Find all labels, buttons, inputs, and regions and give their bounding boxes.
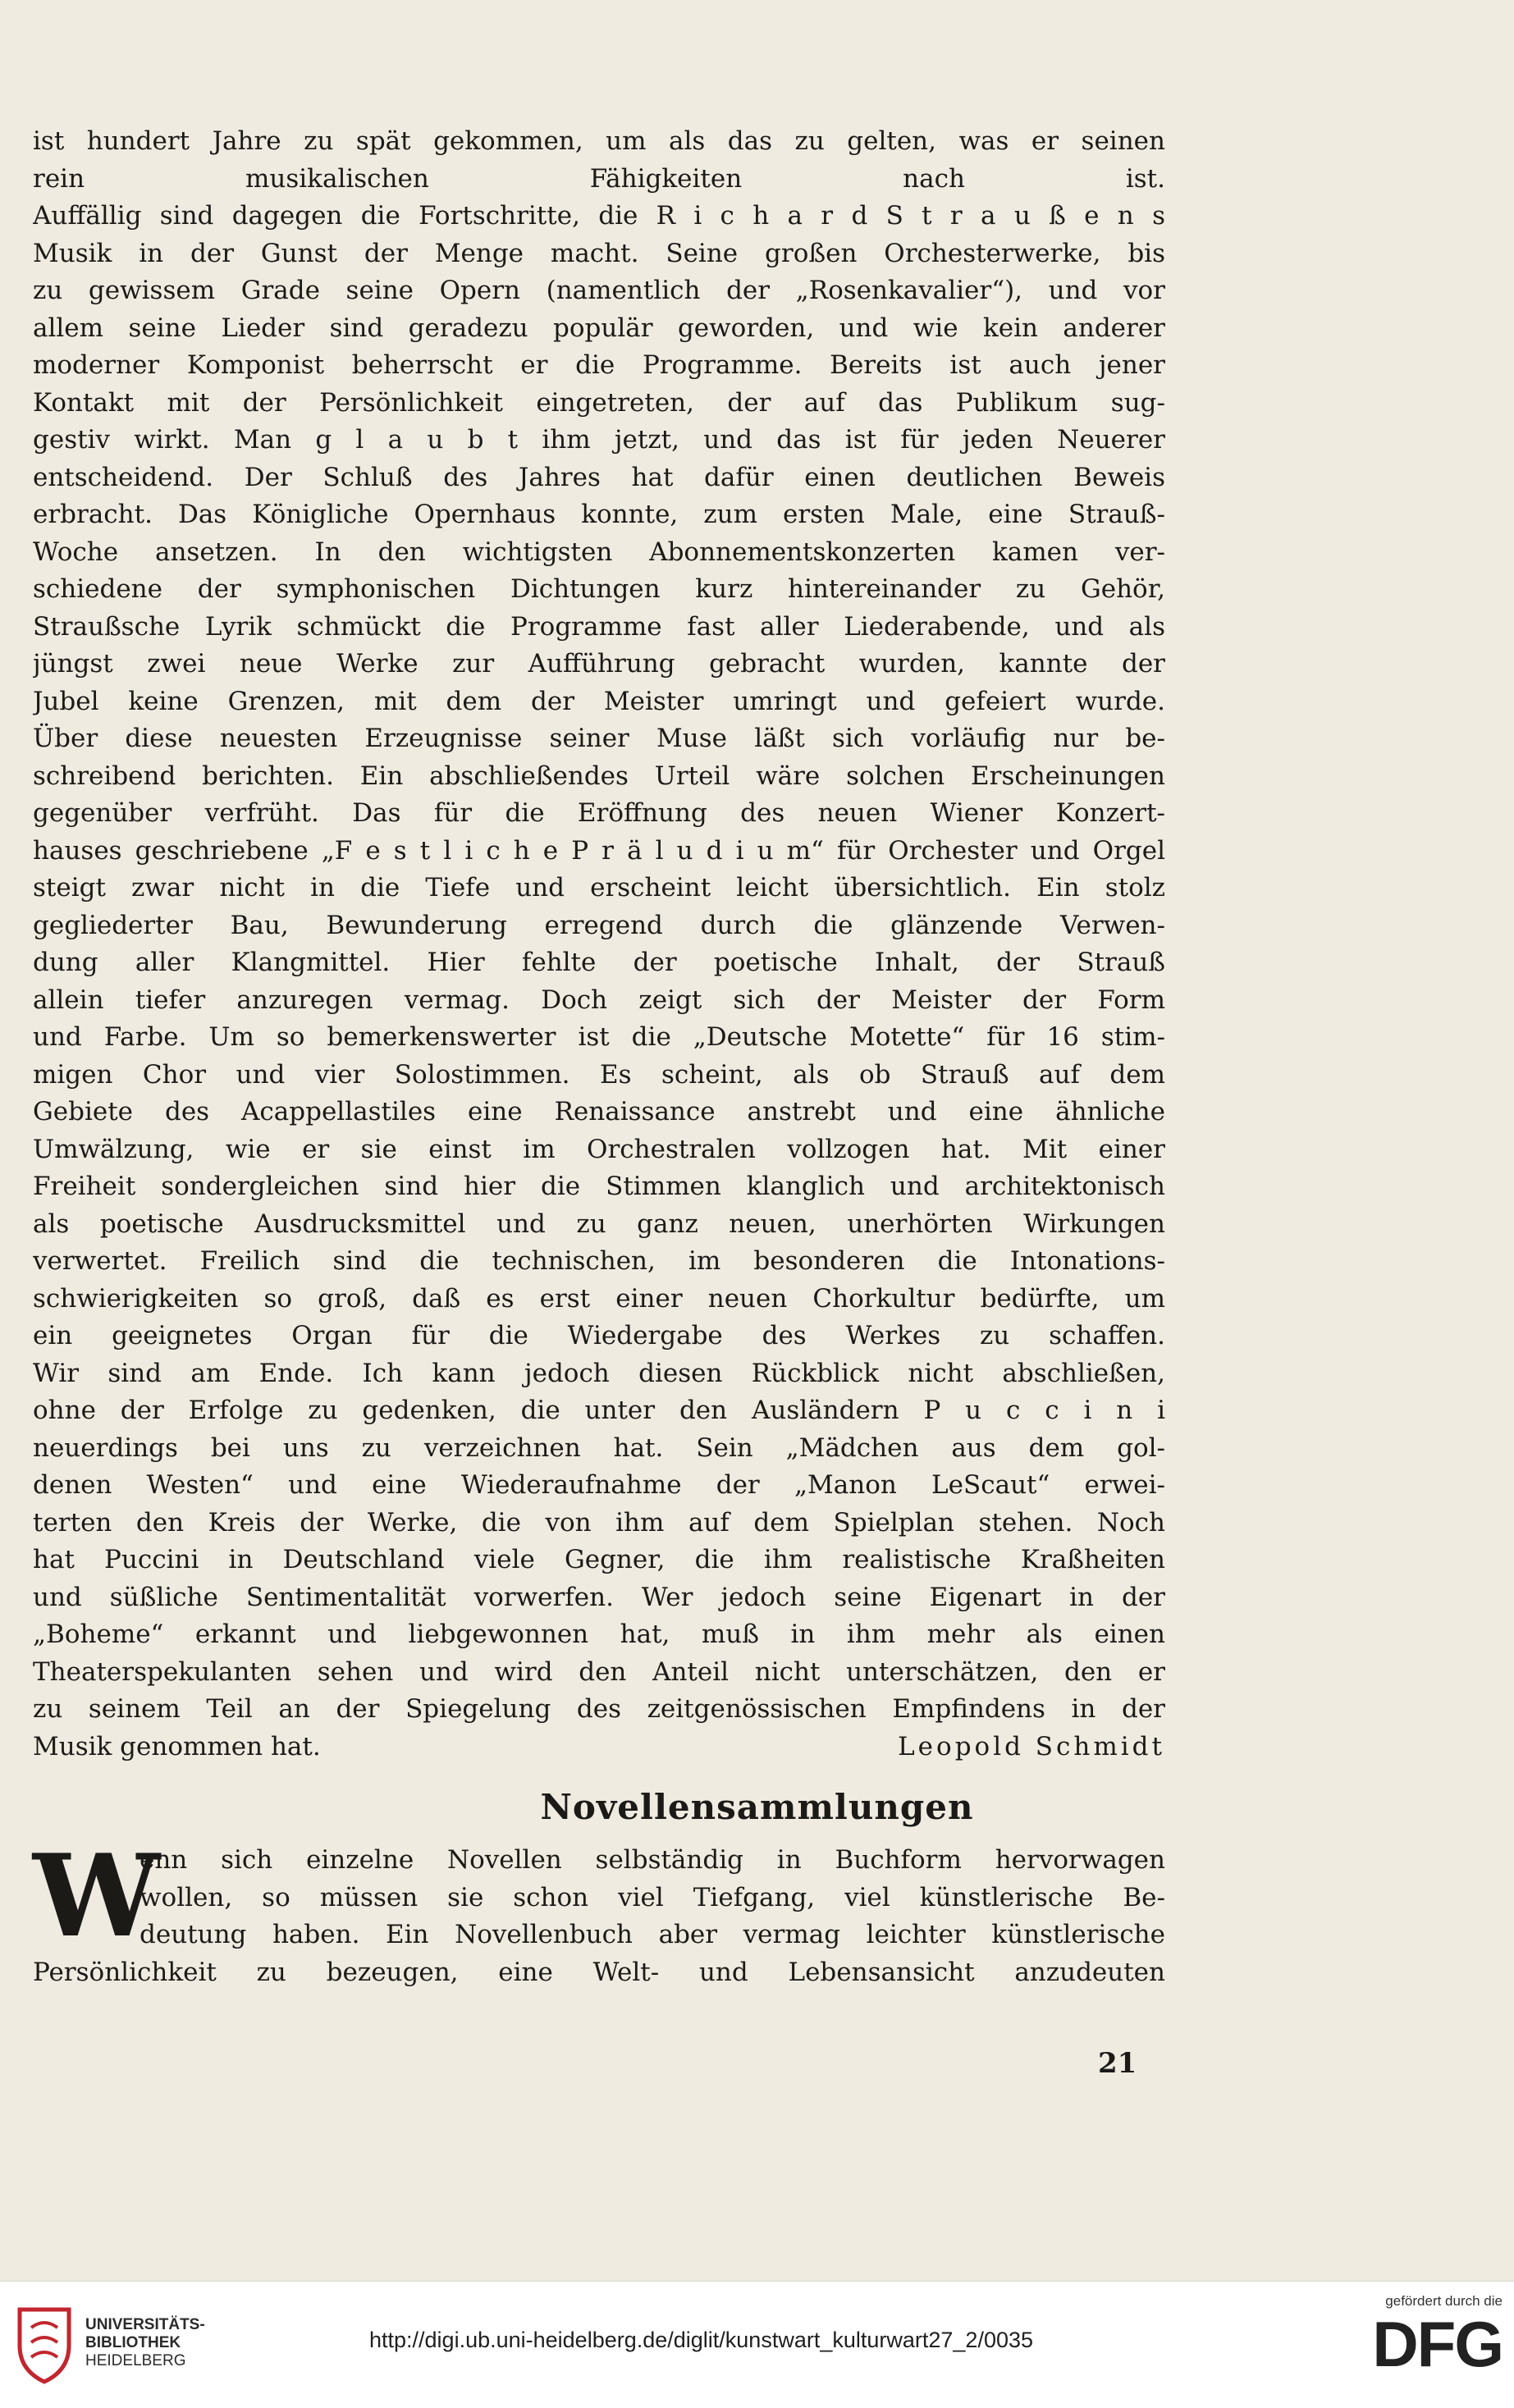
viewer-footer <box>0 2281 1514 2408</box>
text-line: moderner Komponist beherrscht er die Programme. Bereits ist auch jener <box>33 350 1165 380</box>
text-line: als poetische Ausdrucksmittel und zu ganz neuen, unerhörten Wirkungen <box>33 1209 1165 1239</box>
text-line: ist hundert Jahre zu spät gekommen, um als das zu gelten, was er seinen <box>33 126 1165 156</box>
text-line: Theaterspekulanten sehen und wird den Anteil nicht unterschätzen, den er <box>33 1656 1165 1687</box>
text-line: und Farbe. Um so bemerkenswerter ist die „Deutsche Motette“ für 16 stim- <box>33 1022 1165 1052</box>
text-line: Umwälzung, wie er sie einst im Orchestralen vollzogen hat. Mit einer <box>33 1134 1165 1164</box>
text-line: steigt zwar nicht in die Tiefe und erscheint leicht übersichtlich. Ein stolz <box>33 873 1165 902</box>
section-line: enn sich einzelne Novellen selbständig in Buchform hervorwagen <box>140 1845 1165 1875</box>
text-line: gegliederter Bau, Bewunderung erregend durch die glänzende Verwen- <box>33 910 1165 940</box>
text-line: dung aller Klangmittel. Hier fehlte der poetische Inhalt, der Strauß <box>33 948 1165 977</box>
text-line: zu seinem Teil an der Spiegelung des zeitgenössischen Empfindens in der <box>33 1694 1165 1724</box>
text-line: denen Westen“ und eine Wiederaufnahme der „Manon LeScaut“ erwei- <box>33 1470 1165 1500</box>
text-line: schreibend berichten. Ein abschließendes Urteil wäre solchen Erscheinungen <box>33 761 1165 791</box>
university-seal-icon <box>13 2303 75 2385</box>
text-line: ohne der Erfolge zu gedenken, die unter den Ausländern P u c c i n i <box>33 1396 1165 1425</box>
text-line: gestiv wirkt. Man g l a u b t ihm jetzt, und das ist für jeden Neuerer <box>33 425 1165 455</box>
text-line: schiedene der symphonischen Dichtungen kurz hintereinander zu Gehör, <box>33 574 1165 604</box>
permalink-url[interactable]: http://digi.ub.uni-heidelberg.de/diglit/kunstwart_kulturwart27_2/0035 <box>369 2328 1034 2352</box>
text-line: erbracht. Das Königliche Opernhaus konnte, zum ersten Male, eine Strauß- <box>33 500 1165 529</box>
dfg-logo[interactable] <box>1338 2293 1503 2378</box>
section-line: wollen, so müssen sie schon viel Tiefgang, viel künstlerische Be- <box>140 1882 1165 1912</box>
text-line: Freiheit sondergleichen sind hier die Stimmen klanglich und architektonisch <box>33 1172 1165 1201</box>
text-line: Wir sind am Ende. Ich kann jedoch diesen Rückblick nicht abschließen, <box>33 1358 1165 1388</box>
text-line: rein musikalischen Fähigkeiten nach ist. <box>33 163 1165 194</box>
text-line: Kontakt mit der Persönlichkeit eingetreten, der auf das Publikum sug- <box>33 387 1165 418</box>
library-name <box>85 2316 205 2370</box>
drop-cap: W <box>33 1829 160 1962</box>
text-line: Woche ansetzen. In den wichtigsten Abonnementskonzerten kamen ver- <box>33 537 1165 567</box>
article-text <box>33 123 1165 1766</box>
text-line: allein tiefer anzuregen vermag. Doch zeigt sich der Meister der Form <box>33 985 1165 1015</box>
text-line: allem seine Lieder sind geradezu populär geworden, und wie kein anderer <box>33 313 1165 343</box>
dfg-wordmark: DFG <box>1372 2308 1503 2380</box>
text-line: jüngst zwei neue Werke zur Aufführung gebracht wurden, kannte der <box>33 649 1165 679</box>
text-line: Musik in der Gunst der Menge macht. Seine großen Orchesterwerke, bis <box>33 238 1165 268</box>
text-line: neuerdings bei uns zu verzeichnen hat. Sein „Mädchen aus dem gol- <box>33 1432 1165 1463</box>
text-line: Jubel keine Grenzen, mit dem der Meister umringt und gefeiert wurde. <box>33 686 1165 716</box>
text-line: Über diese neuesten Erzeugnisse seiner Muse läßt sich vorläufig nur be- <box>33 724 1165 753</box>
funded-by-label: gefördert durch die <box>1385 2293 1503 2309</box>
library-logo[interactable] <box>13 2303 218 2385</box>
library-name-line1: UNIVERSITÄTS- <box>85 2316 205 2333</box>
text-line: ein geeignetes Organ für die Wiedergabe des Werkes zu schaffen. <box>33 1321 1165 1350</box>
text-line: hat Puccini in Deutschland viele Gegner, die ihm realistische Kraßheiten <box>33 1545 1165 1574</box>
text-line: hauses geschriebene „F e s t l i c h e P r ä l u d i u m“ für Orchester und Orgel <box>33 835 1165 866</box>
section-heading: Novellensammlungen <box>540 1787 974 1827</box>
text-line: schwierigkeiten so groß, daß es erst einer neuen Chorkultur bedürfte, um <box>33 1283 1165 1314</box>
text-line: Gebiete des Acappellastiles eine Renaissance anstrebt und eine ähnliche <box>33 1097 1165 1126</box>
library-name-line2: BIBLIOTHEK <box>85 2334 181 2351</box>
text-line: migen Chor und vier Solostimmen. Es scheint, als ob Strauß auf dem <box>33 1059 1165 1090</box>
section-text <box>33 1829 1165 1991</box>
text-line: Auffällig sind dagegen die Fortschritte, die R i c h a r d S t r a u ß e n s <box>33 201 1165 231</box>
text-line: terten den Kreis der Werke, die von ihm auf dem Spielplan stehen. Noch <box>33 1507 1165 1538</box>
closing-line <box>33 1729 1165 1766</box>
section-line: Persönlichkeit zu bezeugen, eine Welt- und Lebensansicht anzudeuten <box>33 1957 1165 1987</box>
text-line: Straußsche Lyrik schmückt die Programme fast aller Liederabende, und als <box>33 611 1165 642</box>
text-line: entscheidend. Der Schluß des Jahres hat dafür einen deutlichen Beweis <box>33 462 1165 492</box>
section-line: deutung haben. Ein Novellenbuch aber vermag leichter künstlerische <box>140 1920 1165 1949</box>
author-signature: Leopold Schmidt <box>898 1731 1165 1761</box>
text-line: „Boheme“ erkannt und liebgewonnen hat, muß in ihm mehr als einen <box>33 1620 1165 1649</box>
page-number: 21 <box>1098 2047 1137 2080</box>
text-line: und süßliche Sentimentalität vorwerfen. Wer jedoch seine Eigenart in der <box>33 1582 1165 1612</box>
text-line: gegenüber verfrüht. Das für die Eröffnung des neuen Wiener Konzert- <box>33 798 1165 828</box>
text-line: verwertet. Freilich sind die technischen, im besonderen die Intonations- <box>33 1246 1165 1276</box>
text-line: zu gewissem Grade seine Opern (namentlich der „Rosenkavalier“), und vor <box>33 276 1165 305</box>
closing-text: Musik genommen hat. <box>33 1731 321 1761</box>
library-name-line3: HEIDELBERG <box>85 2352 186 2369</box>
